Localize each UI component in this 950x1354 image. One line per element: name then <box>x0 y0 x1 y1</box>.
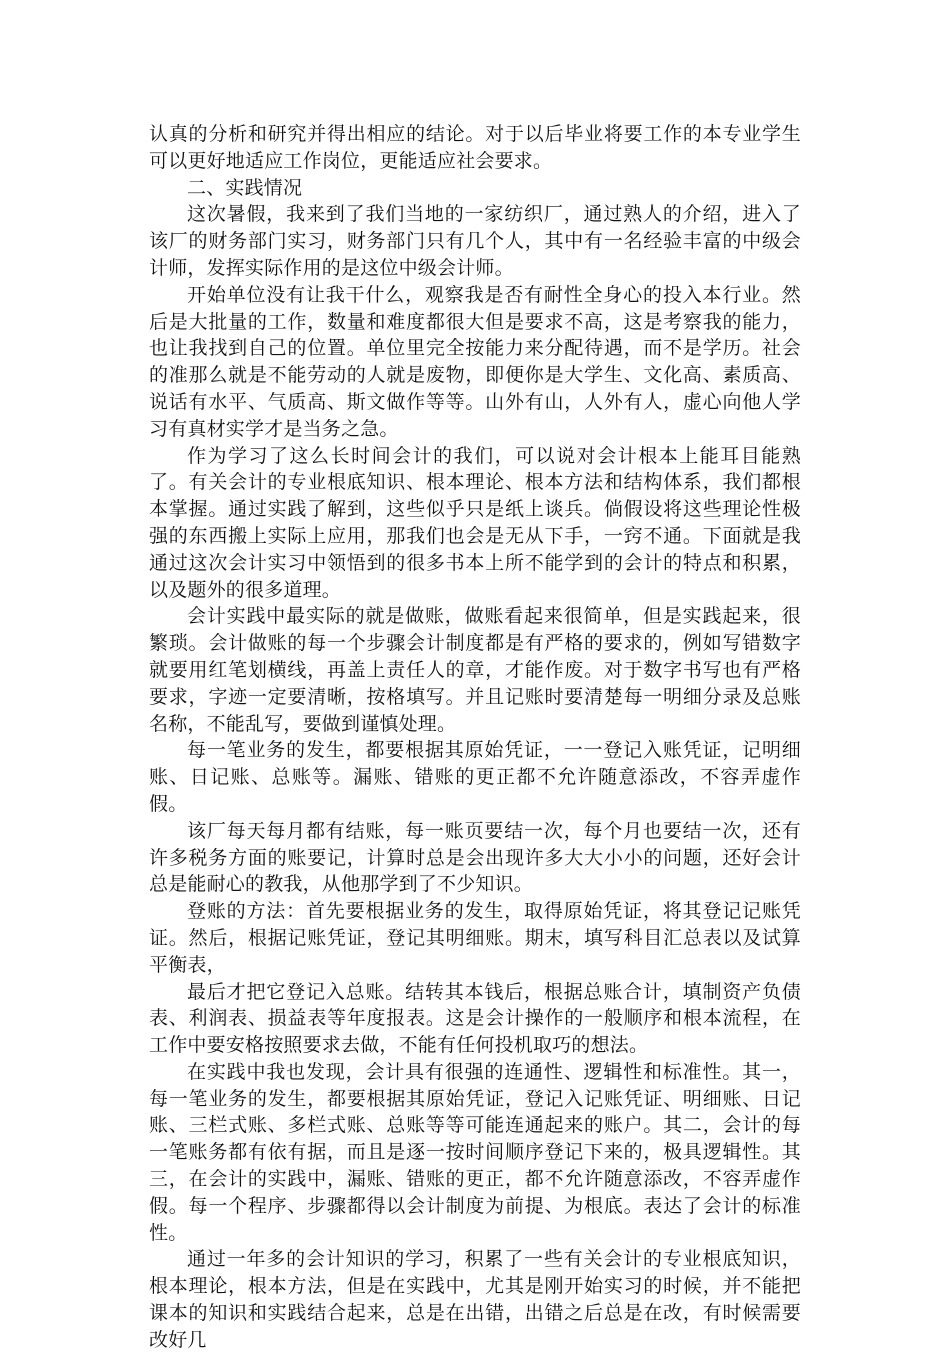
paragraph-posting-method: 登账的方法：首先要根据业务的发生，取得原始凭证，将其登记记账凭证。然后，根据记账凭证，登记其明细账。期末，填写科目汇总表以及试算平衡表， <box>149 900 801 976</box>
paragraph-bookkeeping: 会计实践中最实际的就是做账，做账看起来很简单，但是实践起来，很繁琐。会计做账的每一个步骤会计制度都是有严格的要求的，例如写错数字就要用红笔划横线，再盖上责任人的章，才能作废。对于数字书写也有严格要求，字迹一定要清晰，按格填写。并且记账时要清楚每一明细分录及总账名称，不能乱写，要做到谨慎处理。 <box>149 605 801 735</box>
paragraph-closing-accounts: 该厂每天每月都有结账，每一账页要结一次，每个月也要结一次，还有许多税务方面的账要记，计算时总是会出现许多大大小小的问题，还好会计总是能耐心的教我，从他那学到了不少知识。 <box>149 819 801 896</box>
paragraph-accounting-properties: 在实践中我也发现，会计具有很强的连通性、逻辑性和标准性。其一，每一笔业务的发生，都要根据其原始凭证，登记入记账凭证、明细账、日记账、三栏式账、多栏式账、总账等等可能连通起来的账户。其二，会计的每一笔账务都有依有据，而且是逐一按时间顺序登记下来的，极具逻辑性。其三，在会计的实践中，漏账、错账的更正，都不允许随意添改，不容弄虚作假。每一个程序、步骤都得以会计制度为前提、为根底。表达了会计的标准性。 <box>149 1060 801 1244</box>
paragraph-initial-work: 开始单位没有让我干什么，观察我是否有耐性全身心的投入本行业。然后是大批量的工作，数量和难度都很大但是要求不高，这是考察我的能力，也让我找到自己的位置。单位里完全按能力来分配待遇，而不是学历。社会的准那么就是不能劳动的人就是废物，即便你是大学生、文化高、素质高、说话有水平、气质高、斯文做作等等。山外有山，人外有人，虚心向他人学习有真材实学才是当务之急。 <box>149 283 801 440</box>
paragraph-theory-vs-practice: 作为学习了这么长时间会计的我们，可以说对会计根本上能耳目能熟了。有关会计的专业根底知识、根本理论、根本方法和结构体系，我们都根本掌握。通过实践了解到，这些似乎只是纸上谈兵。倘假设将这些理论性极强的东西搬上实际上应用，那我们也会是无从下手，一窍不通。下面就是我通过这次会计实习中领悟到的很多书本上所不能学到的会计的特点和积累，以及题外的很多道理。 <box>149 444 801 601</box>
section-heading-practice: 二、实践情况 <box>187 176 303 199</box>
paragraph-intro-continuation: 认真的分析和研究并得出相应的结论。对于以后毕业将要工作的本专业学生可以更好地适应工作岗位，更能适应社会要求。 <box>149 123 801 172</box>
document-page <box>149 121 801 1354</box>
paragraph-learning-reflection: 通过一年多的会计知识的学习，积累了一些有关会计的专业根底知识，根本理论，根本方法，但是在实践中，尤其是刚开始实习的时候，并不能把课本的知识和实践结合起来，总是在出错，出错之后总是在改，有时候需要改好几 <box>149 1248 801 1351</box>
paragraph-internship-placement: 这次暑假，我来到了我们当地的一家纺织厂，通过熟人的介绍，进入了该厂的财务部门实习，财务部门只有几个人，其中有一名经验丰富的中级会计师，发挥实际作用的是这位中级会计师。 <box>149 203 801 279</box>
paragraph-general-ledger: 最后才把它登记入总账。结转其本钱后，根据总账合计，填制资产负债表、利润表、损益表等年度报表。这是会计操作的一般顺序和根本流程，在工作中要安格按照要求去做，不能有任何投机取巧的想法。 <box>149 980 801 1057</box>
paragraph-vouchers: 每一笔业务的发生，都要根据其原始凭证，一一登记入账凭证，记明细账、日记账、总账等。漏账、错账的更正都不允许随意添改，不容弄虚作假。 <box>149 739 801 815</box>
